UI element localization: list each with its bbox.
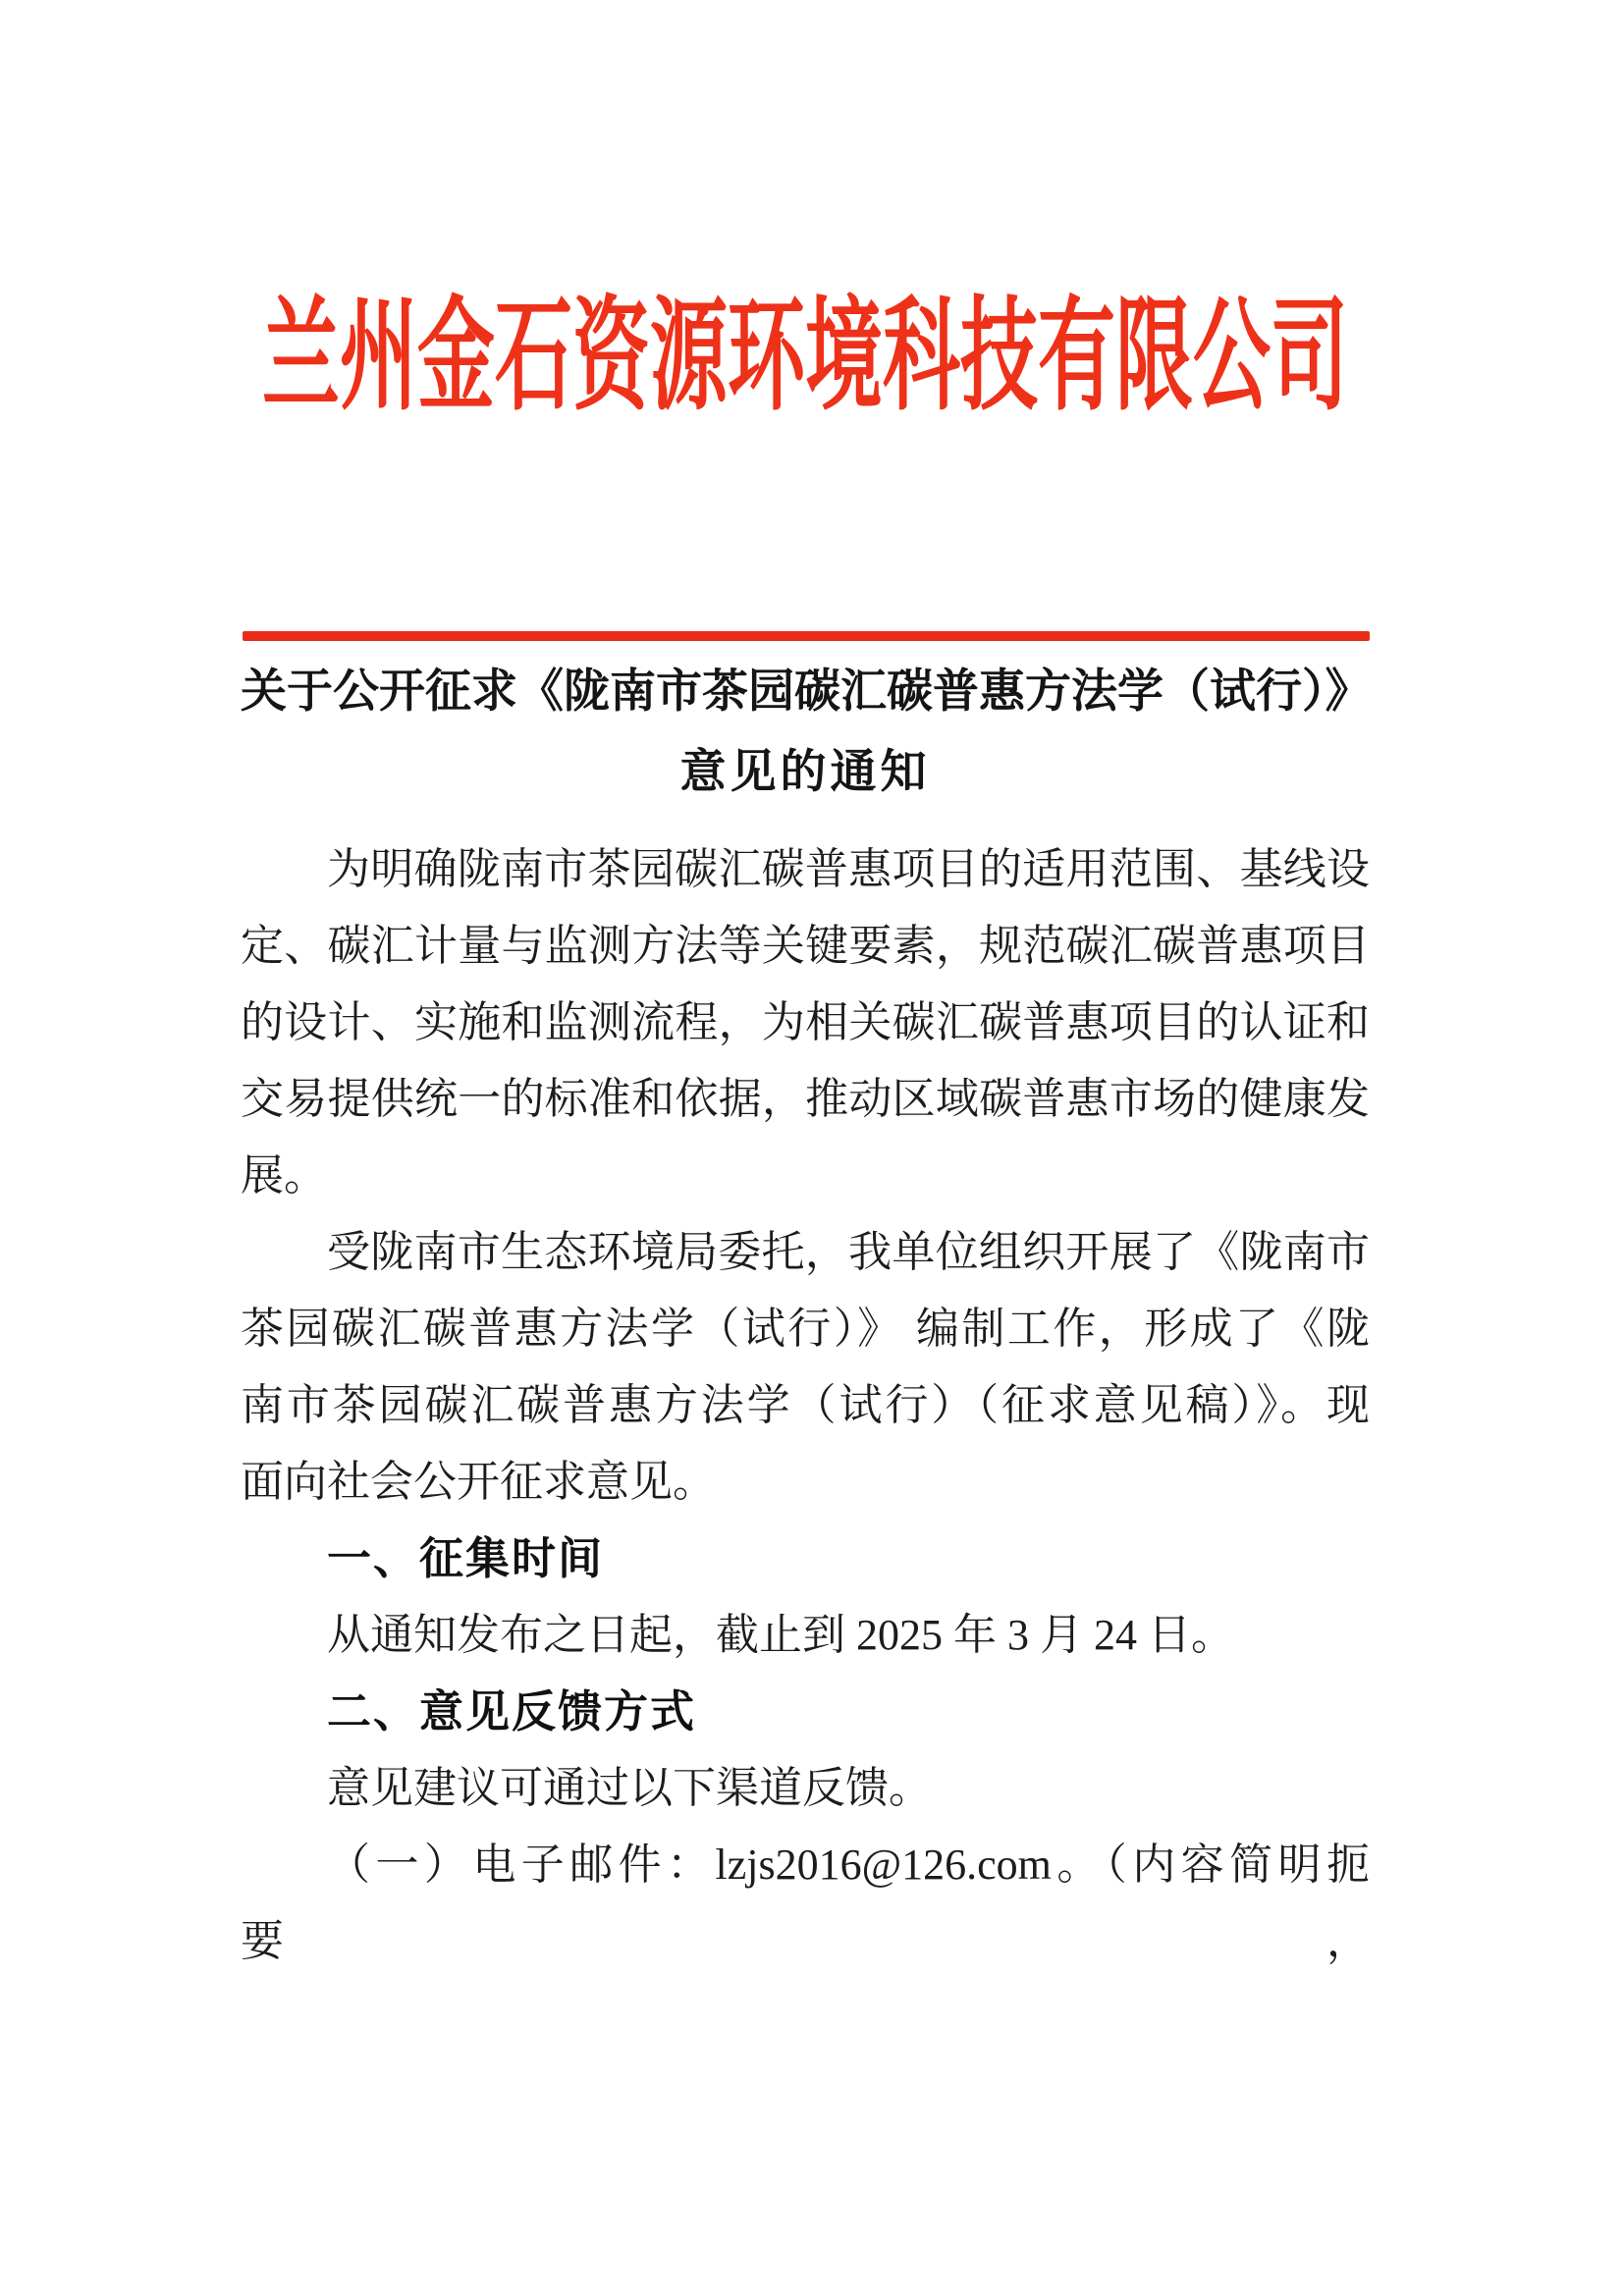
notice-title bbox=[241, 652, 1370, 813]
section-heading: 二、意见反馈方式 bbox=[327, 1686, 697, 1736]
body-line: （一）电子邮件：lzjs2016@126.com。（内容简明扼要， bbox=[241, 1841, 1370, 1965]
company-letterhead: 兰州金石资源环境科技有限公司 bbox=[262, 291, 1348, 427]
body-line: 南市茶园碳汇碳普惠方法学（试行）（征求意见稿）》。现 bbox=[241, 1381, 1370, 1429]
notice-title-line-1: 关于公开征求《陇南市茶园碳汇碳普惠方法学（试行）》 bbox=[241, 667, 1372, 718]
body-line: 从通知发布之日起，截止到 2025 年 3 月 24 日。 bbox=[327, 1611, 1234, 1659]
body-line: 受陇南市生态环境局委托，我单位组织开展了《陇南市 bbox=[327, 1228, 1370, 1276]
notice-title-line-2: 意见的通知 bbox=[679, 747, 931, 798]
body-line: 交易提供统一的标准和依据，推动区域碳普惠市场的健康发 bbox=[241, 1075, 1370, 1123]
body-line: 面向社会公开征求意见。 bbox=[241, 1458, 716, 1506]
body-line: 的设计、实施和监测流程，为相关碳汇碳普惠项目的认证和 bbox=[241, 998, 1370, 1046]
body-line: 展。 bbox=[241, 1151, 327, 1200]
body-line: 为明确陇南市茶园碳汇碳普惠项目的适用范围、基线设 bbox=[327, 845, 1370, 893]
notice-body bbox=[241, 831, 1370, 1965]
section-heading: 一、征集时间 bbox=[327, 1533, 605, 1583]
body-line: 意见建议可通过以下渠道反馈。 bbox=[327, 1764, 932, 1812]
red-divider-line bbox=[243, 631, 1370, 641]
body-line: 茶园碳汇碳普惠方法学（试行）》 编制工作，形成了《陇 bbox=[241, 1305, 1370, 1353]
body-line: 定、碳汇计量与监测方法等关键要素，规范碳汇碳普惠项目 bbox=[241, 922, 1370, 970]
